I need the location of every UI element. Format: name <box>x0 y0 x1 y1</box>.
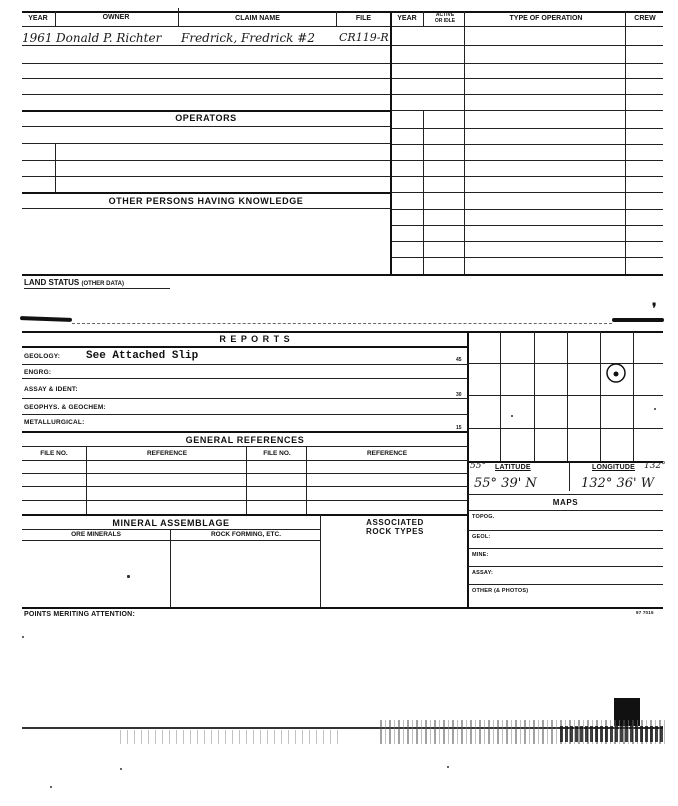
row-line <box>22 500 468 501</box>
row-line <box>22 529 320 530</box>
col-sep <box>336 11 337 27</box>
row-line <box>392 144 663 145</box>
geology-number: 45 <box>456 357 462 363</box>
col-sep <box>55 143 56 192</box>
mineral-assemblage-heading: MINERAL ASSEMBLAGE <box>112 518 230 528</box>
reports-header-line <box>22 346 468 348</box>
grid-col <box>500 331 501 461</box>
scan-speck <box>127 575 130 578</box>
ref-header-file-no: FILE NO. <box>40 450 68 457</box>
associated-rock-types-heading <box>322 518 468 536</box>
col-sep <box>320 514 321 608</box>
scan-mark: ❜ <box>652 300 657 316</box>
top-table-bottom <box>22 274 663 276</box>
location-circle-marker <box>604 361 628 385</box>
col-sep <box>86 446 87 514</box>
geology-value: See Attached Slip <box>86 350 199 362</box>
ref-header-reference: REFERENCE <box>146 450 188 457</box>
row-line <box>392 225 663 226</box>
col-sep-crew <box>625 11 626 275</box>
header-crew: CREW <box>634 15 656 22</box>
row-line <box>392 160 663 161</box>
longitude-corner: 132° <box>644 461 666 471</box>
land-status-heading <box>24 278 124 287</box>
entry-claim-name: Fredrick, Fredrick #2 <box>181 31 315 45</box>
col-sep <box>178 8 179 27</box>
row-line <box>22 126 390 127</box>
maps-assay-label: ASSAY: <box>472 570 494 576</box>
scan-blot <box>612 318 664 322</box>
row-line <box>468 530 663 531</box>
grid-bottom <box>468 461 663 463</box>
rock-types-label: ROCK TYPES <box>365 527 424 536</box>
header-active-or-idle <box>426 12 464 24</box>
main-divider <box>390 11 392 275</box>
land-status-underline <box>24 288 170 289</box>
maps-other-label: OTHER (& PHOTOS) <box>472 588 529 594</box>
other-persons-heading: OTHER PERSONS HAVING KNOWLEDGE <box>108 196 304 206</box>
row-line <box>392 110 663 111</box>
row-line <box>392 176 663 177</box>
reports-bottom-line <box>22 607 663 609</box>
header-claim-name: CLAIM NAME <box>235 15 280 22</box>
col-sep <box>423 110 424 274</box>
geology-label: GEOLOGY: <box>24 353 61 360</box>
header-type-of-operation: TYPE OF OPERATION <box>509 15 583 22</box>
header-bottom-line <box>22 26 663 27</box>
row-line <box>22 414 468 415</box>
row-line <box>22 45 390 46</box>
col-sep <box>306 446 307 514</box>
row-line <box>392 128 663 129</box>
maps-geol-label: GEOL: <box>472 534 491 540</box>
engrg-label: ENGRG: <box>24 369 52 376</box>
maps-topog-label: TOPOG. <box>472 514 495 520</box>
row-line <box>22 192 390 194</box>
row-line <box>392 209 663 210</box>
header-year: YEAR <box>28 15 48 22</box>
scan-speck <box>50 786 52 788</box>
row-line <box>22 378 468 379</box>
row-line <box>22 364 468 365</box>
grid-col <box>567 331 568 461</box>
entry-owner: Donald P. Richter <box>56 31 162 45</box>
header-file: FILE <box>355 15 372 22</box>
col-sep <box>170 529 171 608</box>
scan-blot <box>20 316 72 322</box>
col-sep <box>246 446 247 514</box>
scan-noise <box>120 730 340 744</box>
grid-col <box>534 331 535 461</box>
metallurgical-label: METALLURGICAL: <box>24 419 85 426</box>
row-line <box>22 110 390 112</box>
associated-label: ASSOCIATED <box>366 518 424 527</box>
row-line <box>392 45 663 46</box>
grid-row <box>468 363 663 364</box>
scan-speck <box>511 415 513 417</box>
row-line <box>392 94 663 95</box>
rock-forming-header: ROCK FORMING, ETC. <box>210 531 282 538</box>
geophys-label: GEOPHYS. & GEOCHEM: <box>24 404 106 411</box>
row-line <box>468 566 663 567</box>
scan-speck <box>654 408 656 410</box>
row-line <box>468 510 663 511</box>
row-line <box>22 431 468 433</box>
grid-col <box>600 331 601 461</box>
row-line <box>468 494 663 495</box>
row-line <box>22 473 468 474</box>
row-line <box>22 486 468 487</box>
operators-heading: OPERATORS <box>175 113 237 123</box>
row-line <box>22 160 390 161</box>
entry-year: 1961 <box>22 31 53 45</box>
maps-heading: MAPS <box>552 498 579 507</box>
general-references-heading: GENERAL REFERENCES <box>185 435 305 445</box>
row-line <box>392 241 663 242</box>
scan-speck <box>120 768 122 770</box>
header-active: ACTIVE <box>435 12 455 18</box>
row-line <box>22 460 468 461</box>
latitude-label: LATITUDE <box>495 464 531 471</box>
row-line <box>392 78 663 79</box>
assay-ident-label: ASSAY & IDENT: <box>24 386 78 393</box>
row-line <box>392 63 663 64</box>
row-line <box>22 540 320 541</box>
scan-speck <box>22 636 24 638</box>
metallurgical-number: 15 <box>456 425 462 431</box>
header-owner: OWNER <box>102 14 130 21</box>
col-sep-type <box>464 11 465 275</box>
row-line <box>22 208 390 209</box>
ore-minerals-header: ORE MINERALS <box>71 531 121 538</box>
maps-mine-label: MINE: <box>472 552 489 558</box>
scan-noise <box>560 726 665 742</box>
latitude-value: 55° 39' N <box>474 476 537 491</box>
row-line <box>22 78 390 79</box>
ref-header-file-no-2: FILE NO. <box>263 450 291 457</box>
col-sep <box>569 461 570 491</box>
row-line <box>392 257 663 258</box>
assay-number: 30 <box>456 392 462 398</box>
land-status-label: LAND STATUS <box>24 278 80 287</box>
row-line <box>392 192 663 193</box>
ref-header-reference-2: REFERENCE <box>366 450 408 457</box>
header-year-2: YEAR <box>397 15 417 22</box>
form-number: 97 7015 <box>636 610 654 615</box>
longitude-value: 132° 36' W <box>581 476 655 491</box>
grid-col <box>633 331 634 461</box>
col-sep <box>55 11 56 27</box>
points-meriting-attention-label: POINTS MERITING ATTENTION: <box>24 611 135 618</box>
grid-row <box>468 428 663 429</box>
land-status-sub: (OTHER DATA) <box>81 281 124 287</box>
longitude-label: LONGITUDE <box>592 464 636 471</box>
latitude-corner: 55° <box>470 461 486 471</box>
row-line <box>22 398 468 399</box>
row-line <box>468 584 663 585</box>
col-sep <box>423 11 424 27</box>
header-or-idle: OR IDLE <box>434 18 456 24</box>
scan-speck <box>447 766 449 768</box>
entry-file: CR119-R <box>339 31 389 44</box>
dashed-line <box>72 323 612 324</box>
row-line <box>22 94 390 95</box>
reports-heading: R E P O R T S <box>219 334 291 344</box>
row-line <box>468 548 663 549</box>
top-border <box>22 11 663 13</box>
row-line <box>22 176 390 177</box>
row-line <box>22 446 468 447</box>
row-line <box>22 63 390 64</box>
grid-row <box>468 395 663 396</box>
row-line <box>22 143 390 144</box>
row-line <box>22 514 468 516</box>
